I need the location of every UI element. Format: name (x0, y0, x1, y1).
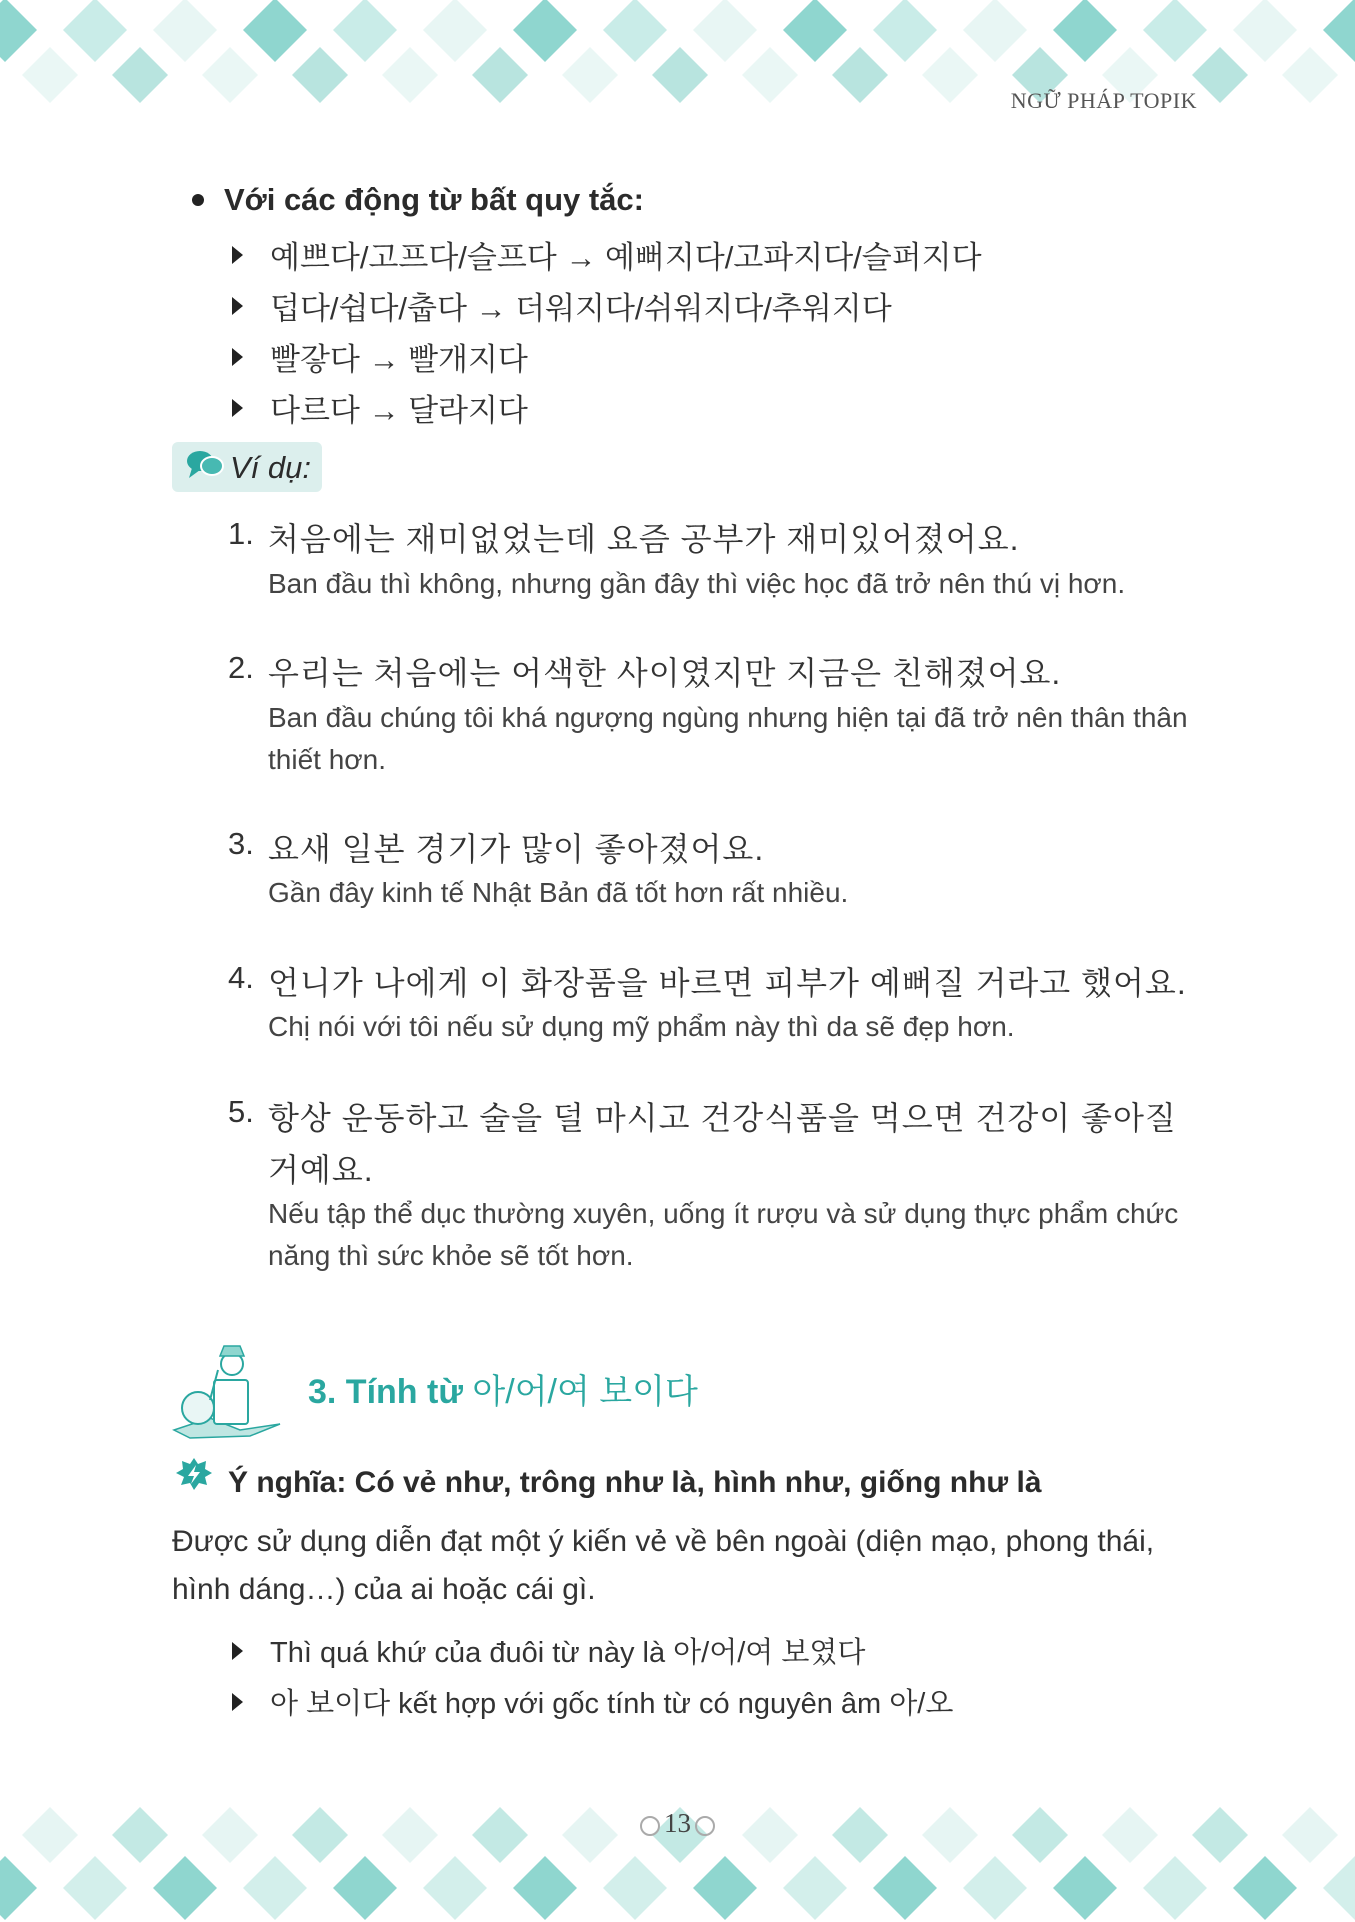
decorative-diamond (963, 0, 1027, 62)
decorative-diamond (333, 0, 397, 62)
decorative-diamond (1282, 47, 1338, 103)
examples-label-box (172, 442, 322, 492)
decorative-diamond (153, 1856, 217, 1920)
meaning-heading: Ý nghĩa: Có vẻ như, trông như là, hình như, giống như là (228, 1466, 1042, 1499)
decorative-diamond (963, 1856, 1027, 1920)
decorative-diamond (1233, 1856, 1297, 1920)
examples-label: Ví dụ: (230, 450, 311, 485)
triangle-bullet-icon (232, 399, 243, 417)
description-paragraph: Được sử dụng diễn đạt một ý kiến vẻ về bên ngoài (diện mạo, phong thái, hình dáng…) của ai hoặc cái gì. (172, 1525, 1155, 1606)
example-number: 1. (228, 516, 254, 551)
irregular-verbs-title: Với các động từ bất quy tắc: (224, 182, 644, 217)
note-item: Thì quá khứ của đuôi từ này là 아/어/여 보였다 (232, 1630, 865, 1671)
decorative-diamond (202, 47, 258, 103)
decorative-diamond (1143, 1856, 1207, 1920)
decorative-diamond (603, 1856, 667, 1920)
decorative-diamond (832, 47, 888, 103)
example-korean: 요새 일본 경기가 많이 좋아졌어요. (268, 831, 765, 867)
decorative-diamond (1053, 1856, 1117, 1920)
triangle-bullet-icon (232, 297, 243, 315)
decorative-diamond (243, 0, 307, 62)
decorative-diamond (112, 47, 168, 103)
decorative-diamond (333, 1856, 397, 1920)
decorative-diamond (873, 1856, 937, 1920)
decorative-diamond (472, 47, 528, 103)
decorative-diamond (513, 0, 577, 62)
irregular-verbs-heading (192, 182, 644, 218)
triangle-bullet-icon (232, 348, 243, 366)
example-translation: Gần đây kinh tế Nhật Bản đã tốt hơn rất nhiều. (268, 877, 849, 908)
decorative-diamond (562, 47, 618, 103)
lightning-badge-icon (174, 1456, 214, 1492)
section-heading-korean: 아/어/여 보이다 (472, 1373, 698, 1411)
decorative-diamond (1053, 0, 1117, 62)
example-number: 3. (228, 826, 254, 861)
example-korean: 우리는 처음에는 어색한 사이였지만 지금은 친해졌어요. (268, 655, 1062, 691)
example-translation: Nếu tập thể dục thường xuyên, uống ít rượu và sử dụng thực phẩm chức năng thì sức khỏe sẽ tốt hơn. (268, 1198, 1179, 1271)
decorative-diamond (1192, 47, 1248, 103)
decorative-diamond (652, 47, 708, 103)
decorative-diamond (1323, 0, 1355, 62)
bullet-dot (192, 194, 204, 206)
decorative-diamond (922, 47, 978, 103)
decorative-diamond (0, 0, 37, 62)
note-item: 아 보이다 kết hợp với gốc tính từ có nguyên âm 아/오 (232, 1681, 953, 1722)
decorative-diamond (22, 47, 78, 103)
decorative-diamond (382, 47, 438, 103)
example-translation: Chị nói với tôi nếu sử dụng mỹ phẩm này thì da sẽ đẹp hơn. (268, 1011, 1015, 1042)
list-item: 예쁘다/고프다/슬프다 → 예뻐지다/고파지다/슬퍼지다 (232, 232, 982, 277)
decorative-diamond (423, 1856, 487, 1920)
section-heading (308, 1364, 698, 1413)
decorative-diamond (783, 0, 847, 62)
example-number: 5. (228, 1094, 254, 1129)
triangle-bullet-icon (232, 1693, 243, 1711)
decorative-diamond (292, 47, 348, 103)
page-number: 13 (0, 1808, 1355, 1839)
decorative-diamond (693, 0, 757, 62)
decorative-diamond (63, 0, 127, 62)
example-number: 2. (228, 650, 254, 685)
list-item: 다르다 → 달라지다 (232, 385, 528, 430)
triangle-bullet-icon (232, 246, 243, 264)
decorative-diamond (153, 0, 217, 62)
example-number: 4. (228, 960, 254, 995)
decorative-diamond (873, 0, 937, 62)
decorative-diamond (783, 1856, 847, 1920)
decorative-diamond (243, 1856, 307, 1920)
decorative-diamond (0, 1856, 37, 1920)
decorative-diamond (63, 1856, 127, 1920)
list-item: 덥다/쉽다/춥다 → 더워지다/쉬워지다/추워지다 (232, 283, 892, 328)
triangle-bullet-icon (232, 1642, 243, 1660)
decorative-diamond (693, 1856, 757, 1920)
flower-icon (695, 1816, 715, 1836)
chat-bubbles-icon (186, 448, 226, 484)
mascot-illustration (170, 1340, 290, 1440)
decorative-diamond (1143, 0, 1207, 62)
decorative-diamond (603, 0, 667, 62)
example-translation: Ban đầu thì không, nhưng gần đây thì việc học đã trở nên thú vị hơn. (268, 568, 1126, 599)
list-item: 빨갛다 → 빨개지다 (232, 334, 528, 379)
example-korean: 항상 운동하고 술을 덜 마시고 건강식품을 먹으면 건강이 좋아질 거예요. (268, 1100, 1177, 1188)
decorative-diamond (513, 1856, 577, 1920)
decorative-diamond (1233, 0, 1297, 62)
example-translation: Ban đầu chúng tôi khá ngượng ngùng nhưng hiện tại đã trở nên thân thân thiết hơn. (268, 702, 1188, 775)
section-heading-prefix: 3. Tính từ (308, 1373, 463, 1411)
example-korean: 언니가 나에게 이 화장품을 바르면 피부가 예뻐질 거라고 했어요. (268, 965, 1187, 1001)
decorative-diamond (1323, 1856, 1355, 1920)
flower-icon (640, 1816, 660, 1836)
example-korean: 처음에는 재미없었는데 요즘 공부가 재미있어졌어요. (268, 521, 1020, 557)
decorative-diamond (742, 47, 798, 103)
decorative-diamond (423, 0, 487, 62)
header-title: NGỮ PHÁP TOPIK (1010, 88, 1197, 113)
